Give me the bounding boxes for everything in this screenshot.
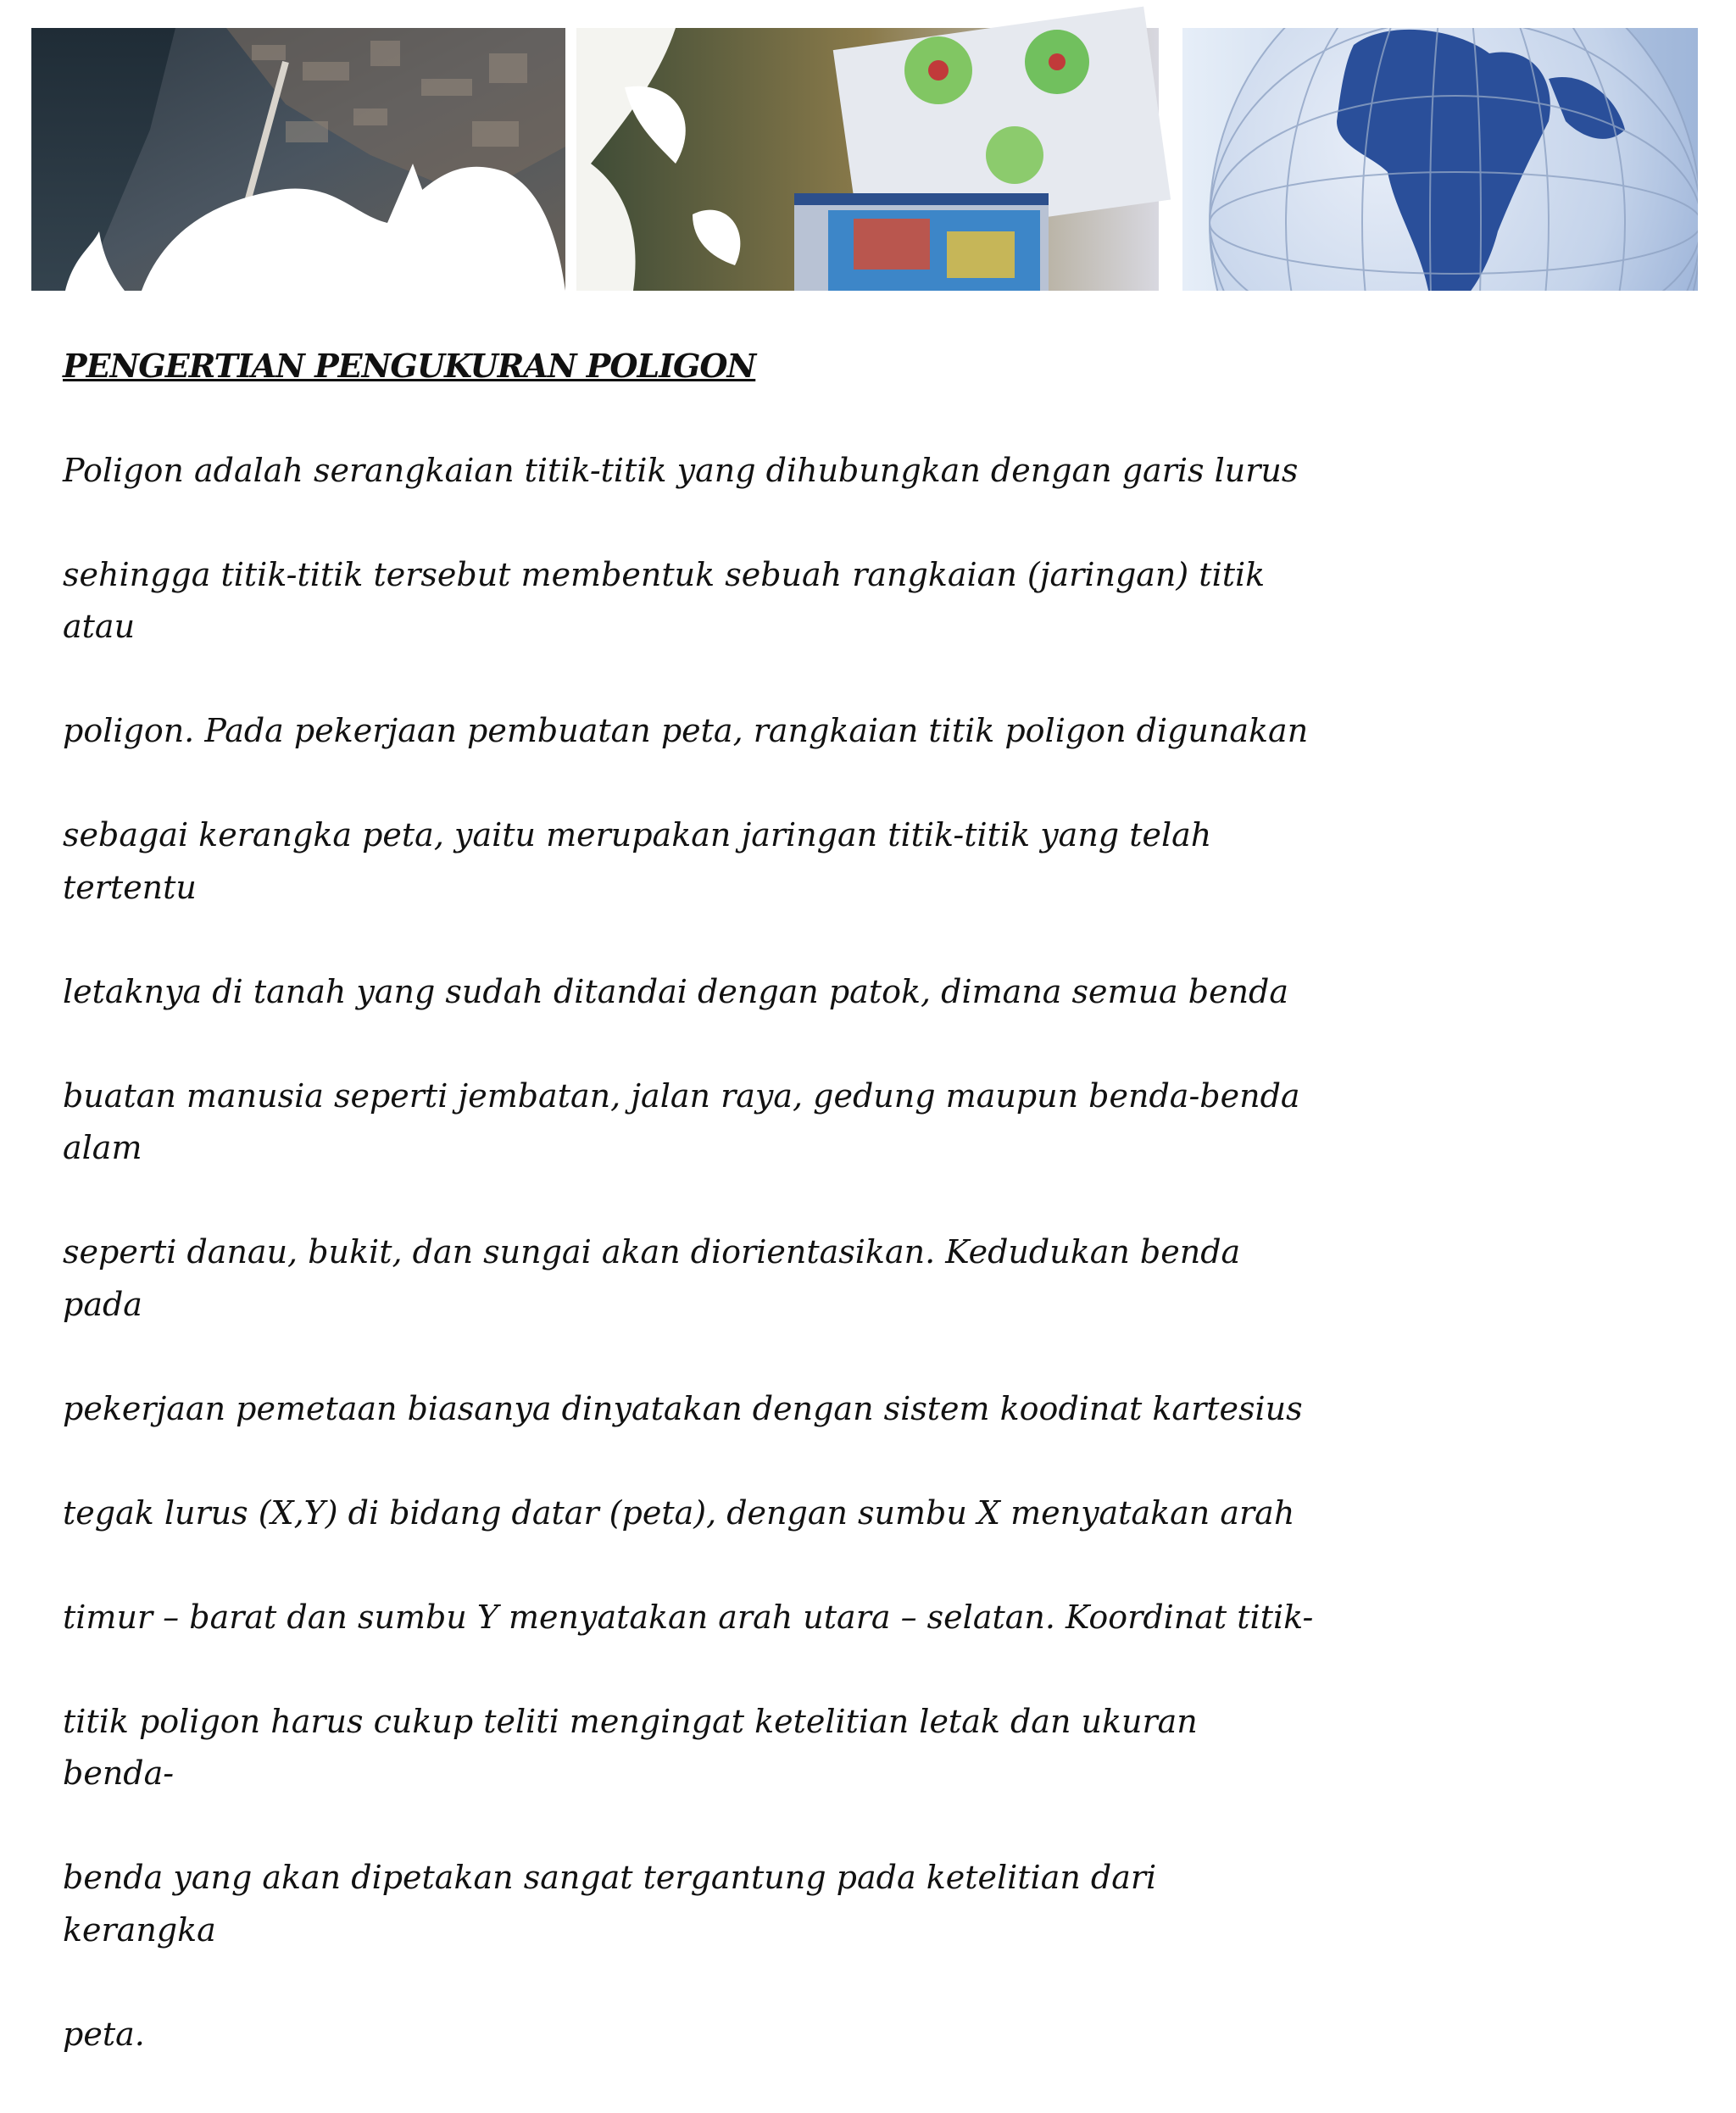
header-banner	[31, 28, 1698, 291]
paragraph-line: tegak lurus (X,Y) di bidang datar (peta), dengan sumbu X menyatakan arah	[63, 1493, 1295, 1532]
paragraph-line: letaknya di tanah yang sudah ditandai dengan patok, dimana semua benda	[63, 972, 1289, 1010]
satellite-photo-panel	[31, 28, 565, 291]
banner-image	[31, 28, 1698, 291]
paragraph-line: benda yang akan dipetakan sangat tergantung pada ketelitian dari kerangka	[63, 1859, 1157, 1949]
paragraph-line: Poligon adalah serangkaian titik-titik yang dihubungkan dengan garis lurus	[63, 451, 1299, 489]
paragraph-line: titik poligon harus cukup teliti mengingat ketelitian letak dan ukuran benda-	[63, 1702, 1198, 1792]
paragraph-line: pekerjaan pemetaan biasanya dinyatakan dengan sistem koodinat kartesius	[63, 1389, 1303, 1427]
gis-screens-panel	[576, 7, 1171, 291]
document-title: PENGERTIAN PENGUKURAN POLIGON	[63, 347, 756, 385]
paragraph-line: sebagai kerangka peta, yaitu merupakan jaringan titik-titik yang telah tertentu	[63, 816, 1212, 906]
paragraph-line: seperti danau, bukit, dan sungai akan diorientasikan. Kedudukan benda pada	[63, 1233, 1241, 1323]
document-paragraph	[63, 392, 1317, 2113]
paragraph-line: peta.	[63, 2015, 145, 2053]
paragraph-line: buatan manusia seperti jembatan, jalan raya, gedung maupun benda-benda alam	[63, 1076, 1300, 1166]
paragraph-line: poligon. Pada pekerjaan pembuatan peta, rangkaian titik poligon digunakan	[63, 712, 1309, 749]
document-content	[63, 343, 1317, 2113]
paragraph-line: timur – barat dan sumbu Y menyatakan arah utara – selatan. Koordinat titik-	[63, 1598, 1314, 1636]
paragraph-line: sehingga titik-titik tersebut membentuk sebuah rangkaian (jaringan) titik atau	[63, 555, 1266, 645]
